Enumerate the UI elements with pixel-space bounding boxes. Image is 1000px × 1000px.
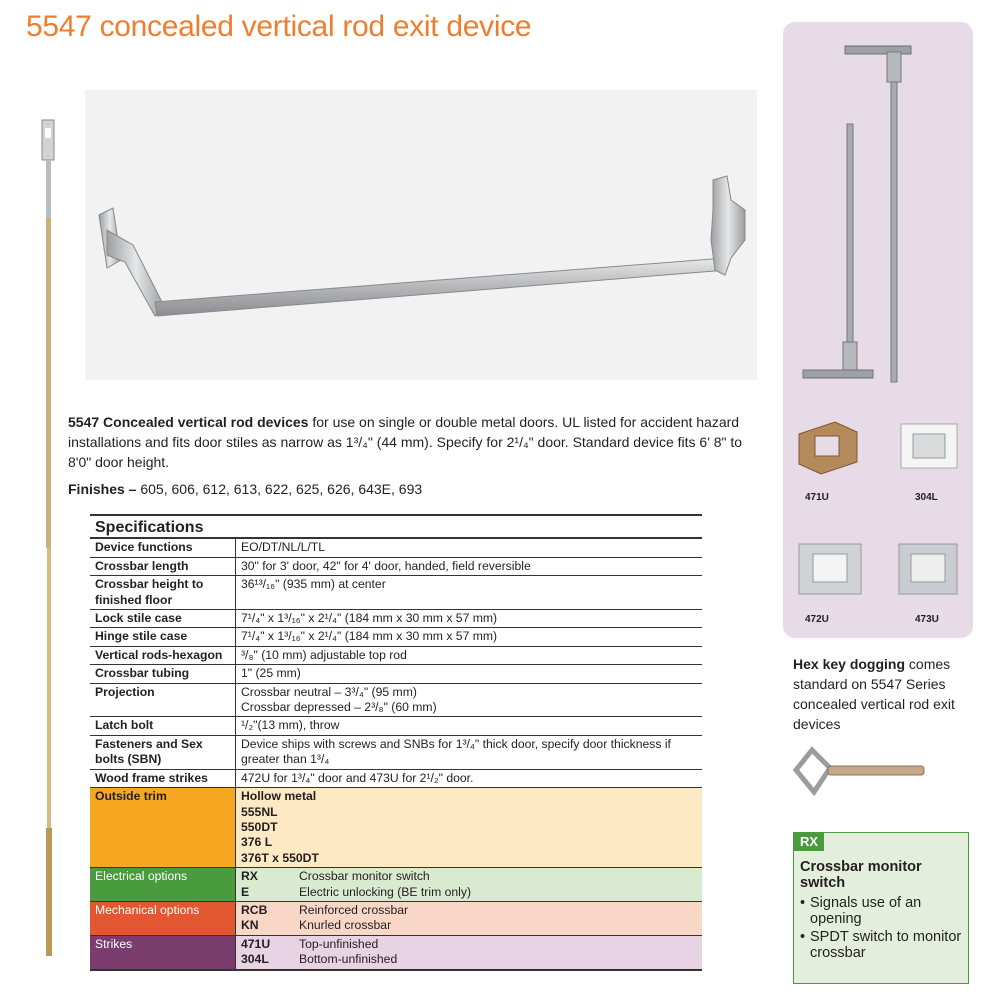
intro-paragraph: [68, 412, 768, 472]
spec-label: Crossbar height to finished floor: [90, 576, 236, 610]
hex-key-text: comes standard on 5547 Series concealed vertical rod exit devices: [793, 656, 955, 732]
table-row: [90, 683, 702, 717]
option-code: E: [241, 884, 250, 899]
outside-trim-heading: Hollow metal: [241, 789, 317, 804]
intro-bold: 5547 Concealed vertical rod devices: [68, 414, 309, 430]
spec-value: 1" (25 mm): [236, 665, 703, 683]
table-row: [90, 665, 702, 683]
rx-tag: RX: [794, 833, 824, 851]
table-row: [90, 646, 702, 664]
option-line: [241, 952, 697, 967]
finishes-label: Finishes –: [68, 481, 137, 497]
spec-value: 7¹/₄" x 1³/₁₆" x 2¹/₄" (184 mm x 30 mm x 57 mm): [236, 628, 703, 646]
table-row: [90, 628, 702, 646]
spec-label: Lock stile case: [90, 610, 236, 628]
table-row: [90, 538, 702, 557]
finishes-values: 605, 606, 612, 613, 622, 625, 626, 643E, 693: [136, 481, 423, 497]
hex-key-illustration: [790, 742, 930, 802]
strike-label-471u: 471U: [805, 492, 829, 503]
spec-value: 36¹³/₁₆" (935 mm) at center: [236, 576, 703, 610]
rx-title: Crossbar monitor switch: [800, 859, 922, 891]
spec-label: Vertical rods-hexagon: [90, 646, 236, 664]
outside-trim-item: 376T x 550DT: [241, 850, 319, 865]
option-line: [241, 918, 697, 933]
spec-heading-row: [90, 515, 702, 538]
rx-bullet-list: [798, 895, 966, 963]
option-code: KN: [241, 918, 259, 933]
strike-label-473u: 473U: [915, 614, 939, 625]
crossbar-device-illustration: [85, 90, 757, 380]
table-row: [90, 735, 702, 769]
outside-trim-label: Outside trim: [90, 788, 236, 868]
rx-feature-box: [793, 832, 969, 984]
spec-value: 472U for 1³/₄" door and 473U for 2¹/₂" door.: [236, 769, 703, 787]
spec-value: Device ships with screws and SNBs for 1³/₄" thick door, specify door thickness if greater than 1³/₄: [236, 735, 703, 769]
option-desc: Bottom-unfinished: [299, 952, 398, 967]
spec-value: 30" for 3' door, 42" for 4' door, handed, field reversible: [236, 557, 703, 575]
option-code: RCB: [241, 902, 268, 917]
option-code: RX: [241, 869, 258, 884]
spec-value: [236, 683, 703, 717]
option-line: [241, 903, 697, 918]
rods-and-strikes-illustration: [783, 22, 973, 638]
strikes-value: [236, 935, 703, 969]
electrical-options-row: [90, 868, 702, 902]
option-desc: Electric unlocking (BE trim only): [299, 884, 472, 899]
electrical-options-label: Electrical options: [90, 868, 236, 902]
spec-value: ³/₈" (10 mm) adjustable top rod: [236, 646, 703, 664]
outside-trim-item: 376 L: [241, 835, 273, 850]
list-item: • Signals use of an opening: [798, 895, 966, 927]
hex-key-photo: [790, 742, 930, 802]
page-title: 5547 concealed vertical rod exit device: [26, 10, 532, 43]
vertical-rod-illustration: [36, 118, 66, 958]
spec-label: Crossbar tubing: [90, 665, 236, 683]
option-line: [241, 937, 697, 952]
spec-value: ¹/₂"(13 mm), throw: [236, 717, 703, 735]
spec-label: Fasteners and Sex bolts (SBN): [90, 735, 236, 769]
intro-text: for use on single or double metal doors. UL listed for accident hazard installations and fits door stiles as narrow as 1³/₄" (44 mm). Specify for 2¹/₄" door. Standard device fits 6' 8" to 8'0" door height.: [68, 414, 743, 470]
table-row: [90, 769, 702, 787]
option-line: [241, 885, 697, 900]
option-line: [241, 869, 697, 884]
projection-neutral: Crossbar neutral – 3³/₄" (95 mm): [241, 684, 417, 699]
spec-label: Wood frame strikes: [90, 769, 236, 787]
outside-trim-value: [236, 788, 703, 868]
option-desc: Reinforced crossbar: [299, 902, 409, 917]
projection-depressed: Crossbar depressed – 2³/₈" (60 mm): [241, 700, 437, 715]
finishes-line: [68, 481, 422, 497]
strike-label-304l: 304L: [915, 492, 938, 503]
spec-value: EO/DT/NL/L/TL: [236, 538, 703, 557]
option-desc: Knurled crossbar: [299, 918, 392, 933]
option-code: 471U: [241, 936, 271, 951]
option-desc: Crossbar monitor switch: [299, 869, 430, 884]
strike-label-472u: 472U: [805, 614, 829, 625]
specifications-table: [90, 514, 702, 971]
table-row: [90, 576, 702, 610]
spec-value: 7¹/₄" x 1³/₁₆" x 2¹/₄" (184 mm x 30 mm x 57 mm): [236, 610, 703, 628]
table-row: [90, 557, 702, 575]
table-row: [90, 717, 702, 735]
spec-label: Latch bolt: [90, 717, 236, 735]
outside-trim-item: 550DT: [241, 819, 278, 834]
outside-trim-item: 555NL: [241, 804, 278, 819]
spec-label: Projection: [90, 683, 236, 717]
components-panel: [783, 22, 973, 638]
mechanical-options-value: [236, 901, 703, 935]
spec-heading: Specifications: [90, 515, 702, 538]
hex-key-bold: Hex key dogging: [793, 656, 906, 672]
table-row: [90, 610, 702, 628]
option-desc: Top-unfinished: [299, 936, 379, 951]
list-item: • SPDT switch to monitor crossbar: [798, 929, 966, 961]
electrical-options-value: [236, 868, 703, 902]
mechanical-options-label: Mechanical options: [90, 901, 236, 935]
option-code: 304L: [241, 952, 269, 967]
mechanical-options-row: [90, 901, 702, 935]
strikes-row: [90, 935, 702, 969]
outside-trim-row: [90, 788, 702, 868]
strikes-label: Strikes: [90, 935, 236, 969]
spec-label: Hinge stile case: [90, 628, 236, 646]
vertical-rod-photo: [36, 118, 66, 958]
spec-label: Crossbar length: [90, 557, 236, 575]
exit-device-photo: [85, 90, 757, 380]
spec-label: Device functions: [90, 538, 236, 557]
hex-key-description: [793, 654, 983, 734]
